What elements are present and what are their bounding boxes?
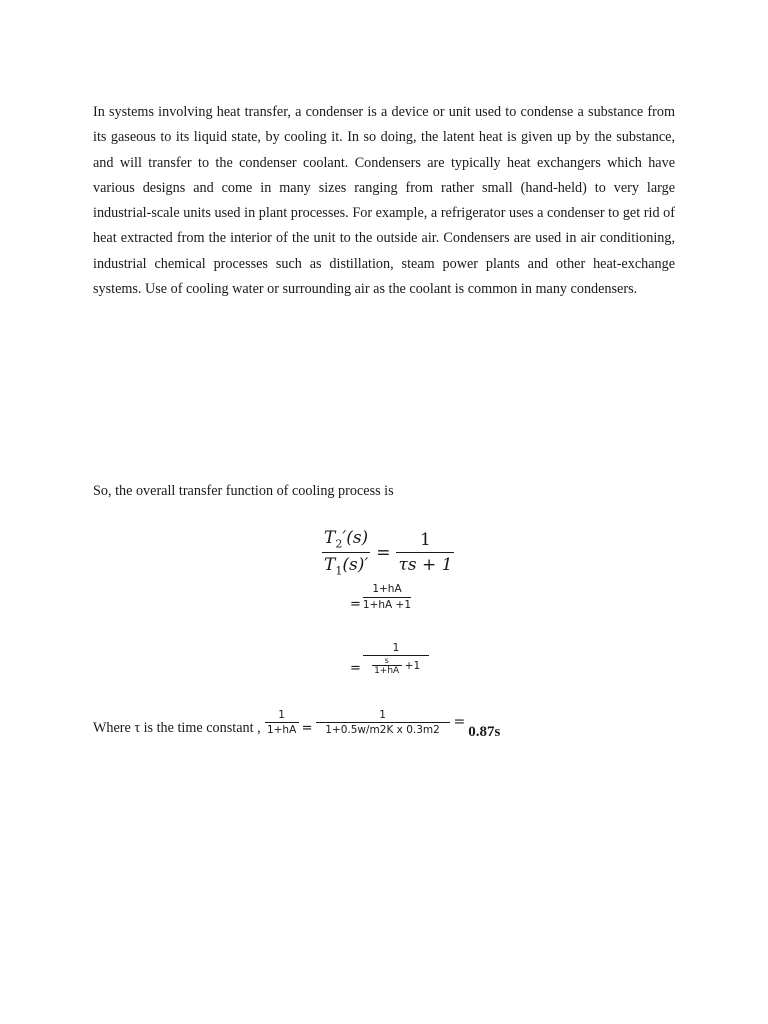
substituted-denominator: 1+0.5w/m2K x 0.3m2 (325, 724, 440, 736)
time-constant-line (93, 708, 501, 740)
rhs-denominator: τs + 1 (398, 555, 453, 576)
lhs-numerator: $T_2'(s)$ (324, 528, 369, 551)
plus-one: +1 (404, 660, 421, 672)
time-constant-label: Where τ is the time constant , (93, 720, 261, 736)
equals-sign: = (350, 661, 361, 676)
substituted-fraction (316, 708, 450, 737)
tau-denominator: 1+hA (266, 724, 297, 736)
substituted-numerator: 1 (379, 709, 386, 721)
step2-denominator: 1+hA +1 (362, 599, 412, 611)
equals-sign: = (301, 721, 313, 736)
step3-numerator: 1 (392, 642, 400, 654)
transfer-function-intro: So, the overall transfer function of cooling process is (93, 483, 394, 499)
equals-sign: = (376, 542, 391, 563)
transfer-function-equation (322, 528, 454, 578)
lhs-denominator: $T_1(s)'$ (324, 555, 369, 578)
tau-fraction (265, 708, 299, 737)
equation-step-2 (350, 583, 411, 612)
inner-denominator: 1+hA (374, 666, 400, 676)
step3-inner-fraction (372, 656, 402, 676)
lhs-fraction (322, 528, 370, 578)
time-constant-result: 0.87s (468, 724, 501, 740)
equals-sign: = (350, 597, 361, 612)
step2-fraction (363, 583, 411, 612)
equals-sign: = (453, 714, 466, 730)
step3-fraction (363, 642, 429, 676)
body-paragraph: In systems involving heat transfer, a condenser is a device or unit used to condense a substance from its gaseous to its liquid state, by cooling it. In so doing, the latent heat is given up by the substance, and will transfer to the condenser coolant. Condensers are typically heat exchangers which have various designs and come in many sizes ranging from rather small (hand-held) to very large industrial-scale units used in plant processes. For example, a refrigerator uses a condenser to get rid of heat extracted from the interior of the unit to the outside air. Condensers are used in air conditioning, industrial chemical processes such as distillation, steam power plants and other heat-exchange systems. Use of cooling water or surrounding air as the coolant is common in many condensers. (93, 104, 675, 298)
inner-numerator: s (384, 656, 389, 665)
tau-numerator: 1 (278, 709, 285, 721)
rhs-fraction (396, 530, 454, 575)
step2-numerator: 1+hA (372, 583, 402, 595)
rhs-numerator: 1 (420, 530, 431, 551)
equation-step-3 (350, 642, 429, 676)
step3-denominator (372, 656, 420, 676)
